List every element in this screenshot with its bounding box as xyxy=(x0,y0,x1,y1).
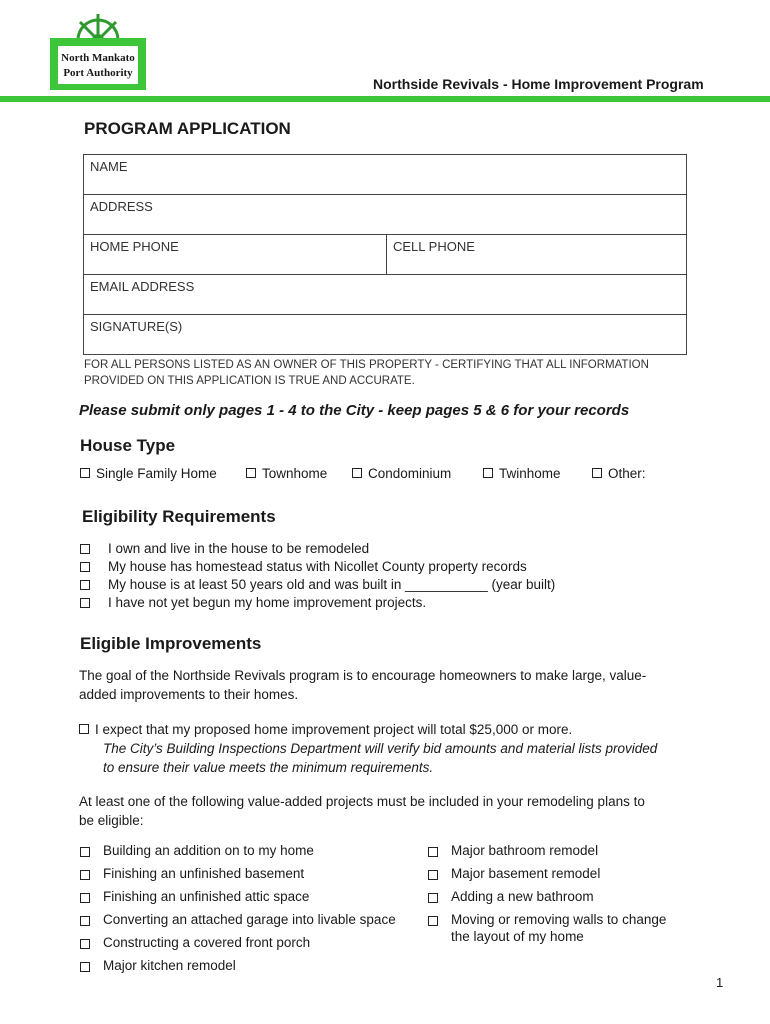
eligibility-heading: Eligibility Requirements xyxy=(82,507,276,526)
intro-line: The goal of the Northside Revivals program is to encourage homeowners to make large, value- xyxy=(79,668,647,683)
certification-line: PROVIDED ON THIS APPLICATION IS TRUE AND ACCURATE. xyxy=(84,374,415,387)
program-header-title: Northside Revivals - Home Improvement Program xyxy=(373,76,704,92)
house-option-twinhome[interactable] xyxy=(483,466,561,481)
cost-note-line: The City’s Building Inspections Department will verify bid amounts and material lists provided xyxy=(103,741,658,756)
at-least-one-line: At least one of the following value-added projects must be included in your remodeling plans to xyxy=(79,794,645,809)
eligibility-item-label: My house is at least 50 years old and was built in ___________ (year built) xyxy=(108,577,556,592)
email-label: EMAIL ADDRESS xyxy=(90,279,195,294)
cost-note-line: to ensure their value meets the minimum requirements. xyxy=(103,760,434,775)
logo-text-line1: North Mankato xyxy=(61,52,135,64)
checkbox-icon[interactable] xyxy=(80,580,90,590)
eligibility-item-label: I have not yet begun my home improvement projects. xyxy=(108,595,427,610)
house-option-townhome[interactable] xyxy=(246,466,327,481)
checkbox-icon[interactable] xyxy=(80,939,90,949)
checkbox-icon[interactable] xyxy=(428,893,438,903)
submit-instructions: Please submit only pages 1 - 4 to the City - keep pages 5 & 6 for your records xyxy=(79,402,630,419)
improvement-label: Converting an attached garage into livable space xyxy=(103,912,396,927)
checkbox-icon[interactable] xyxy=(428,916,438,926)
application-form-table xyxy=(83,154,687,355)
header-divider xyxy=(0,96,770,102)
checkbox-icon[interactable] xyxy=(80,562,90,572)
checkbox-icon[interactable] xyxy=(80,544,90,554)
address-field[interactable] xyxy=(84,195,687,235)
checkbox-icon[interactable] xyxy=(80,598,90,608)
house-option-label: Twinhome xyxy=(499,466,561,481)
improvement-label: Major bathroom remodel xyxy=(451,843,599,858)
eligibility-item-label: I own and live in the house to be remodeled xyxy=(108,541,370,556)
house-option-single-family[interactable] xyxy=(80,466,217,481)
cell-phone-label: CELL PHONE xyxy=(393,239,475,254)
improvement-label: Building an addition on to my home xyxy=(103,843,314,858)
house-type-heading: House Type xyxy=(80,436,176,455)
checkbox-icon[interactable] xyxy=(80,468,90,478)
checkbox-icon[interactable] xyxy=(80,916,90,926)
cost-expectation[interactable] xyxy=(79,720,657,777)
improvement-label-line: the layout of my home xyxy=(451,929,584,944)
improvement-label: Finishing an unfinished basement xyxy=(103,866,305,881)
house-option-label: Condominium xyxy=(368,466,452,481)
improvement-label: Finishing an unfinished attic space xyxy=(103,889,310,904)
improvements-heading: Eligible Improvements xyxy=(80,634,262,653)
checkbox-icon[interactable] xyxy=(352,468,362,478)
email-field[interactable] xyxy=(84,275,687,315)
improvement-label: Major kitchen remodel xyxy=(103,958,236,973)
form-title: PROGRAM APPLICATION xyxy=(84,119,291,138)
cost-expectation-label: I expect that my proposed home improvement project will total $25,000 or more. xyxy=(95,722,573,737)
address-label: ADDRESS xyxy=(90,199,153,214)
checkbox-icon[interactable] xyxy=(80,870,90,880)
name-label: NAME xyxy=(90,159,128,174)
certification-text xyxy=(84,358,694,389)
eligibility-item-label: My house has homestead status with Nicollet County property records xyxy=(108,559,527,574)
logo-text-line2: Port Authority xyxy=(63,67,133,79)
page-number: 1 xyxy=(716,975,724,990)
at-least-one-text xyxy=(79,792,645,830)
checkbox-icon[interactable] xyxy=(483,468,493,478)
home-phone-label: HOME PHONE xyxy=(90,239,179,254)
cell-phone-field[interactable] xyxy=(387,235,687,275)
house-option-label: Single Family Home xyxy=(96,466,217,481)
checkbox-icon[interactable] xyxy=(79,724,89,734)
house-option-label: Other: xyxy=(608,466,646,481)
signature-field[interactable] xyxy=(84,315,687,355)
house-option-other[interactable] xyxy=(592,466,646,481)
at-least-one-line: be eligible: xyxy=(79,813,144,828)
checkbox-icon[interactable] xyxy=(428,870,438,880)
checkbox-icon[interactable] xyxy=(80,847,90,857)
checkbox-icon[interactable] xyxy=(428,847,438,857)
checkbox-icon[interactable] xyxy=(592,468,602,478)
improvement-label: Major basement remodel xyxy=(451,866,601,881)
house-option-condominium[interactable] xyxy=(352,466,451,481)
improvement-label xyxy=(451,911,666,945)
improvements-intro xyxy=(79,666,646,704)
improvement-label-line: Moving or removing walls to change xyxy=(451,912,667,927)
name-field[interactable] xyxy=(84,155,687,195)
certification-line: FOR ALL PERSONS LISTED AS AN OWNER OF THIS PROPERTY - CERTIFYING THAT ALL INFORMATION xyxy=(84,359,649,371)
signature-label: SIGNATURE(S) xyxy=(90,319,183,334)
improvement-label: Adding a new bathroom xyxy=(451,889,594,904)
home-phone-field[interactable] xyxy=(84,235,387,275)
checkbox-icon[interactable] xyxy=(246,468,256,478)
house-option-label: Townhome xyxy=(262,466,328,481)
improvement-label: Constructing a covered front porch xyxy=(103,935,311,950)
ship-wheel-logo-icon xyxy=(48,10,148,92)
checkbox-icon[interactable] xyxy=(80,893,90,903)
intro-line: added improvements to their homes. xyxy=(79,687,299,702)
north-mankato-port-authority-logo xyxy=(48,10,148,92)
checkbox-icon[interactable] xyxy=(80,962,90,972)
